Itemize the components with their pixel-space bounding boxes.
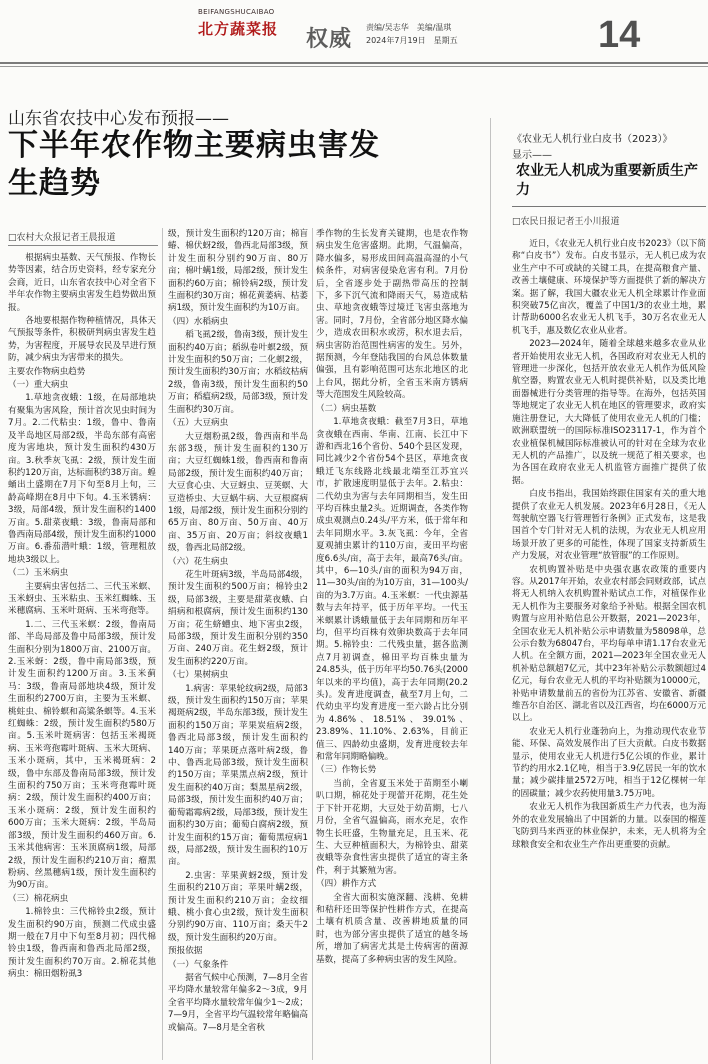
paragraph: 据省气候中心预测，7—8月全省平均降水量较常年偏多2～3成，9月全省平均降水量较常年偏少1～2成；7—9月，全省平均气温较常年略偏高或偏高。7—8月是全省秋 <box>168 972 308 1033</box>
paragraph: 近日，《农业无人机行业白皮书2023》（以下简称“白皮书”）发布。白皮书显示，无人机已成为农业生产中不可或缺的关键工具，在提高粮食产量、改善土壤健康、环境保护等方面提供了新的解决方案。据了解，我国大疆农业无人机全球累计作业面积突破75亿亩次，覆盖了中国1/3的农业土地，累计帮助6000名农业无人机飞手，30万名农业无人机飞手，惠及数亿农业从业者。 <box>512 239 706 336</box>
sidebar-divider <box>490 118 491 1064</box>
section-heading: （五）大豆病虫 <box>168 418 229 429</box>
header-rule <box>0 62 708 64</box>
paragraph: 农业无人机作为我国新质生产力代表，也为海外的农业发展输出了中国新的力量。以泰国的榴莲飞防到马来西亚的林业保护，未来，无人机将为全球粮食安全和农业生产作出更重要的贡献。 <box>512 802 706 850</box>
article-column-2 <box>168 228 308 1064</box>
header-rule-thin <box>0 66 708 67</box>
paragraph: 花生叶斑病3级，半岛局部4级，预计发生面积约500万亩；棉铃虫2级，局部3级，主要是甜菜夜蛾、白绢病和根腐病，预计发生面积约130万亩；花生蛴螬虫、地下害虫2级，局部3级，预计发生面积分别约350万亩、240万亩。花生蚜2级，预计发生面积约220万亩。 <box>168 569 308 667</box>
article-headline: 下半年农作物主要病虫害发生趋势 <box>8 128 380 201</box>
date-line: 2024年7月19日 星期五 <box>366 36 458 45</box>
section-heading: （四）耕作方式 <box>316 879 377 890</box>
paragraph: 1.草地贪夜蛾：1级，在局部地块有聚集为害风险，预计首次见虫时间为7月。2.二代粘虫：1级，鲁中、鲁南及半岛地区局部2级，半岛东部有高密度为害地块，预计发生面积约430万亩。3.秋季灰飞虱：2级，预计发生面积约120万亩，达标面积约38万亩。蝗蛹出土盛期在7月下旬至8月上旬，三龄高峰期在8月中下旬。4.玉米锈病：3级，局部4级，预计发生面积约1400万亩。5.甜菜夜蛾：3级，鲁南局部和鲁西南局部4级，预计发生面积约1000万亩。6.番茄潜叶蛾：1级，管理粗放地块3级以上。 <box>8 393 156 565</box>
paragraph: 大豆烟粉虱2级，鲁西南和半岛东部3级，预计发生面积约130万亩；大豆红蜘蛛1级，鲁西南和鲁南局部2级，预计发生面积约40万亩；大豆食心虫、大豆蚜虫、豆荚螟、大豆造桥虫、大豆蜗牛病、大豆根腐病1级，局部2级，预计发生面积分别约65万亩、80万亩、50万亩、40万亩、35万亩、20万亩；斜纹夜蛾1级，鲁西北局部2级。 <box>168 431 308 554</box>
page-number: 14 <box>598 14 641 56</box>
paragraph: 1.病害：苹果轮纹病2级，局部3级，预计发生面积约150万亩；苹果褐斑病2级，半岛东部3级，预计发生面积约150万亩；苹果炭疽病2级，鲁西北局部3级，预计发生面积约140万亩；苹果斑点落叶病2级，鲁中、鲁西北局部3级，预计发生面积约150万亩；苹果黑点病2级，预计发生面积约40万亩；梨黑星病2级，局部3级，预计发生面积约40万亩；葡萄霜霉病2级，局部3级，预计发生面积约30万亩；葡萄白腐病2级，预计发生面积约15万亩；葡萄黑痘病1级，局部2级，预计发生面积约10万亩。 <box>168 683 308 868</box>
paragraph: 1.草地贪夜蛾：截至7月3日，草地贪夜蛾在西南、华南、江南、长江中下游和西北16个省份、540个县区发现，同比减少2个省份54个县区，草地贪夜蛾迁飞东线路北线最北端至江苏宜兴市，扩散速度明显低于去年。2.粘虫：二代幼虫为害与去年同期相当，发生田平均百株虫量2头。近期调查，各类作物成虫观测点0.24头/平方米，低于常年和去年同期水平。3.灰飞虱：今年，全省夏观捕虫累计约110万亩，麦田平均密度6.6头/亩，高于去年，最高76头/亩。其中，6—10头/亩的面积为94万亩，11—30头/亩的为10万亩，31—100头/亩的为3.7万亩。4.玉米螟：一代虫源基数与去年持平，低于历年平均。一代玉米螟累计诱蛾量低于去年同期和历年平均，但平均百株有效卵块数高于去年同期。5.棉铃虫：二代残虫量，据各监测点7月初调查，棉田平均百株虫量为24.85头，低于历年平均50.76头(2000年以来的平均值)，高于去年同期(20.2头)。发育进度调查，截至7月上旬，二代幼虫平均发育进度一至六龄占比分别为4.86%、18.51%、39.01%、23.89%、11.10%、2.63%，目前正值三、四龄幼虫盛期，发育进度较去年和常年同期略偏晚。 <box>316 417 468 763</box>
paragraph: 根据病虫基数、天气预报、作物长势等因素，结合历史资料，经专家充分会商，近日，山东省农技中心对全省下半年农作物主要病虫害发生趋势做出预报。 <box>8 253 156 313</box>
editor-line: 责编/吴志华 美编/温琪 <box>366 23 452 32</box>
section-heading: （一）气象条件 <box>168 959 229 970</box>
sidebar-body <box>512 238 706 1064</box>
sidebar-rule <box>512 206 706 207</box>
section-heading: （二）玉米病虫 <box>8 568 69 579</box>
byline-rule <box>8 245 158 246</box>
paragraph: 农业无人机行业蓬勃向上，为推动现代农业节能、环保、高效发展作出了巨大贡献。白皮书数据显示，使用农业无人机进行5亿公顷的作业，累计节约约用水2.1亿吨，相当于3.9亿居民一年的饮水量；减少碳排量2572万吨，相当于12亿棵树一年的固碳量；减少农药使用量3.75万吨。 <box>512 726 706 799</box>
paragraph: 各地要根据作物种植情况，具体天气预报等条件，积极研判病虫害发生趋势，为害程度，开展导农民及早进行预防，减少病虫为害带来的损失。 <box>8 316 156 364</box>
logo-paper-name: 北方蔬菜报 <box>198 20 279 38</box>
paragraph: 稻飞虱2级，鲁南3级，预计发生面积约40万亩；稻纵卷叶螟2级，预计发生面积约50万亩；二化螟2级，预计发生面积约30万亩；水稻纹枯病2级，鲁南3级，预计发生面积约50万亩；稻瘟病2级，局部3级，预计发生面积约30万亩。 <box>168 330 308 415</box>
newspaper-logo <box>198 8 302 54</box>
column-divider <box>162 228 163 1060</box>
sidebar-kicker: 显示—— <box>512 150 552 161</box>
section-heading: 级，预计发生面积约120万亩；棉盲蝽、棉伏蚜2级，鲁西北局部3级，预计发生面积分别约90万亩、80万亩；棉叶螨1级，局部2级，预计发生面积约60万亩；棉铃病2级，预计发生面积约30万亩；棉花黄萎病、枯萎病1级，预计发生面积约为10万亩。 <box>168 229 308 314</box>
section-heading: 季作物的生长发育关键期，也是农作物病虫发生危害盛期。此期，气温偏高，降水偏多，易形成田间高温高湿的小气候条件，对病害侵染危害有利。7月份后，全省逐步处于副热带高压的控制下，多下沉气流和降雨天气，易造成粘虫、草地贪夜蛾等过境迁飞害虫落地为害。同时，7月份，全省部分地区降水偏少，造成农田积水或涝，积水退去后，病虫害防治范围性病害的发生。另外，据预测，今年登陆我国的台风总体数量偏强，且有影响范围可达东北地区的北上台风，据此分析，全省玉米南方锈病等大范围发生风险较高。 <box>316 229 468 401</box>
paragraph: 2.虫害：苹果黄蚜2级，预计发生面积约210万亩；苹果叶螨2级，预计发生面积约210万亩；金纹细蛾、桃小食心虫2级，预计发生面积分别约90万亩、110万亩；桑天牛2级，预计发生面积约20万亩。 <box>168 870 308 943</box>
section-heading: （三）棉花病虫 <box>8 893 69 904</box>
article-kicker: 山东省农技中心发布预报—— <box>8 109 229 129</box>
paragraph: 全省大面积实施深翻、浅耕、免耕和秸秆还田等保护性耕作方式，在提高土壤有机质含量、改善耕地质量的同时，也为部分害虫提供了适宜的越冬场所，增加了病害尤其是土传病害的菌源基数，提高了多种病虫害的发生风险。 <box>316 892 468 965</box>
article-byline: □农村大众报记者王晨报道 <box>8 233 116 243</box>
section-heading: 预报依据 <box>168 946 203 957</box>
section-heading: （六）花生病虫 <box>168 556 229 567</box>
sidebar-byline: □农民日报记者王小川报道 <box>512 217 620 227</box>
column-divider <box>312 228 313 1060</box>
paragraph: 白皮书指出，我国始终跟住国家有关的重大地提供了农业无人机发展。2023年6月28日，《无人驾驶航空器飞行管理暂行条例》正式发布，这是我国首个专门针对无人机的法规，为农业无人机应用场景开放了更多的可能性，体现了国家支持新质生产力发展，对农业管理“放管服”的工作原则。 <box>512 489 706 562</box>
section-name: 权威 <box>306 26 353 52</box>
section-heading: （七）果树病虫 <box>168 670 229 681</box>
article-column-3 <box>316 228 468 1064</box>
sidebar-series: 《农业无人机行业白皮书（2023）》 <box>512 134 673 145</box>
paragraph: 主要病虫害包括二、三代玉米螟、玉米蚜虫、玉米粘虫、玉米红蜘蛛、玉米穗腐病、玉米叶斑病、玉米弯孢等。 <box>8 581 156 617</box>
section-heading: （一）重大病虫 <box>8 380 69 391</box>
section-heading: （三）作物长势 <box>316 765 377 776</box>
section-heading: （二）病虫基数 <box>316 403 377 414</box>
sidebar-headline: 农业无人机成为重要新质生产力 <box>516 163 698 198</box>
article-column-1 <box>8 252 156 1064</box>
paragraph: 1.棉铃虫：三代棉铃虫2级，预计发生面积约90万亩，预测二代成虫盛期一般在7月中下旬至8月初；四代棉铃虫1级，鲁西南和鲁西北局部2级，预计发生面积约70万亩。2.棉花其他病虫：棉田烟粉虱3 <box>8 907 156 980</box>
paragraph: 当前，全省夏玉米处于苗期至小喇叭口期，棉花处于现蕾开花期，花生处于下针开花期，大豆处于幼苗期，七八月份，全省气温偏高，雨水充足，农作物生长旺盛，生物量充足，且玉米、花生、大豆种植面积大，为棉铃虫、甜菜夜蛾等杂食性害虫提供了适宜的寄主条件，利于其繁殖为害。 <box>316 778 468 876</box>
logo-pinyin: BEIFANGSHUCAIBAO <box>198 8 275 16</box>
section-heading: （四）水稻病虫 <box>168 316 229 327</box>
section-heading: 主要农作物病虫趋势 <box>8 366 86 377</box>
paragraph: 1.二、三代玉米螟：2级，鲁南局部、半岛局部及鲁中局部3级，预计发生面积分别为1800万亩、2100万亩。2.玉米蚜：2级，鲁中南局部3级，预计发生面积约1200万亩。3.玉米蓟马：3级，鲁南局部地块4级，预计发生面积约2700万亩，主要为玉米螟、桃蛀虫、棉铃螟和高粱条螟等。4.玉米红蜘蛛：2级，预计发生面积约580万亩。5.玉米叶斑病害：包括玉米褐斑病、玉米弯孢霉叶斑病、玉米大斑病、玉米小斑病，其中，玉米褐斑病：2级，鲁中东部及鲁南局部3级，预计发生面积约750万亩；玉米弯孢霉叶斑病：2级，预计发生面积约400万亩；玉米小斑病：2级，预计发生面积约600万亩；玉米大斑病：2级，半岛局部3级，预计发生面积约460万亩。6.玉米其他病害：玉米顶腐病1级，局部2级，预计发生面积约210万亩；瘤黑粉病、丝黑穗病1级，预计发生面积约为90万亩。 <box>8 619 156 891</box>
paragraph: 2023—2024年，随着全球越来越多农业从业者开始使用农业无人机，各国政府对农业无人机的管理进一步深化，包括开放农业无人机作为低风险航空器，购置农业无人机时提供补贴，以及类比地面器械进行分类管理的指导等。在海外，包括英国等地规定了农业无人机在地区的管理要求，政府实施注册登记，大大降低了使用农业无人机的门槛；欧洲联盟统一的国际标准ISO23117-1，作为首个农业植保机械国际标准被认可的针对在全球为农业无人机的产品推广，以及统一规范了相关要求，也为各国在政府农业无人机监管方面推广提供了依据。 <box>512 339 706 486</box>
paragraph: 农机购置补贴是中央强农惠农政策的重要内容。从2017年开始，农业农村部会同财政部，试点将无人机纳入农机购置补贴试点工作，对植保作业无人机作为主要服务对象给予补贴。根据全国农机购置与应用补贴信息公开数据，2021—2023年，全国农业无人机补贴公示申请数量为58098单，总公示台数为68047台，平均每单申请1.17台农业无人机。在全额方面，2021—2023年全国农业无人机补贴总额超7亿元，其中23年补贴公示数额超过4亿元，每台农业无人机的平均补贴额为10000元，补贴申请数量前五的省份为江苏省、安徽省、新疆维吾尔自治区、湖北省以及江西省，均在6000万元以上。 <box>512 564 706 724</box>
